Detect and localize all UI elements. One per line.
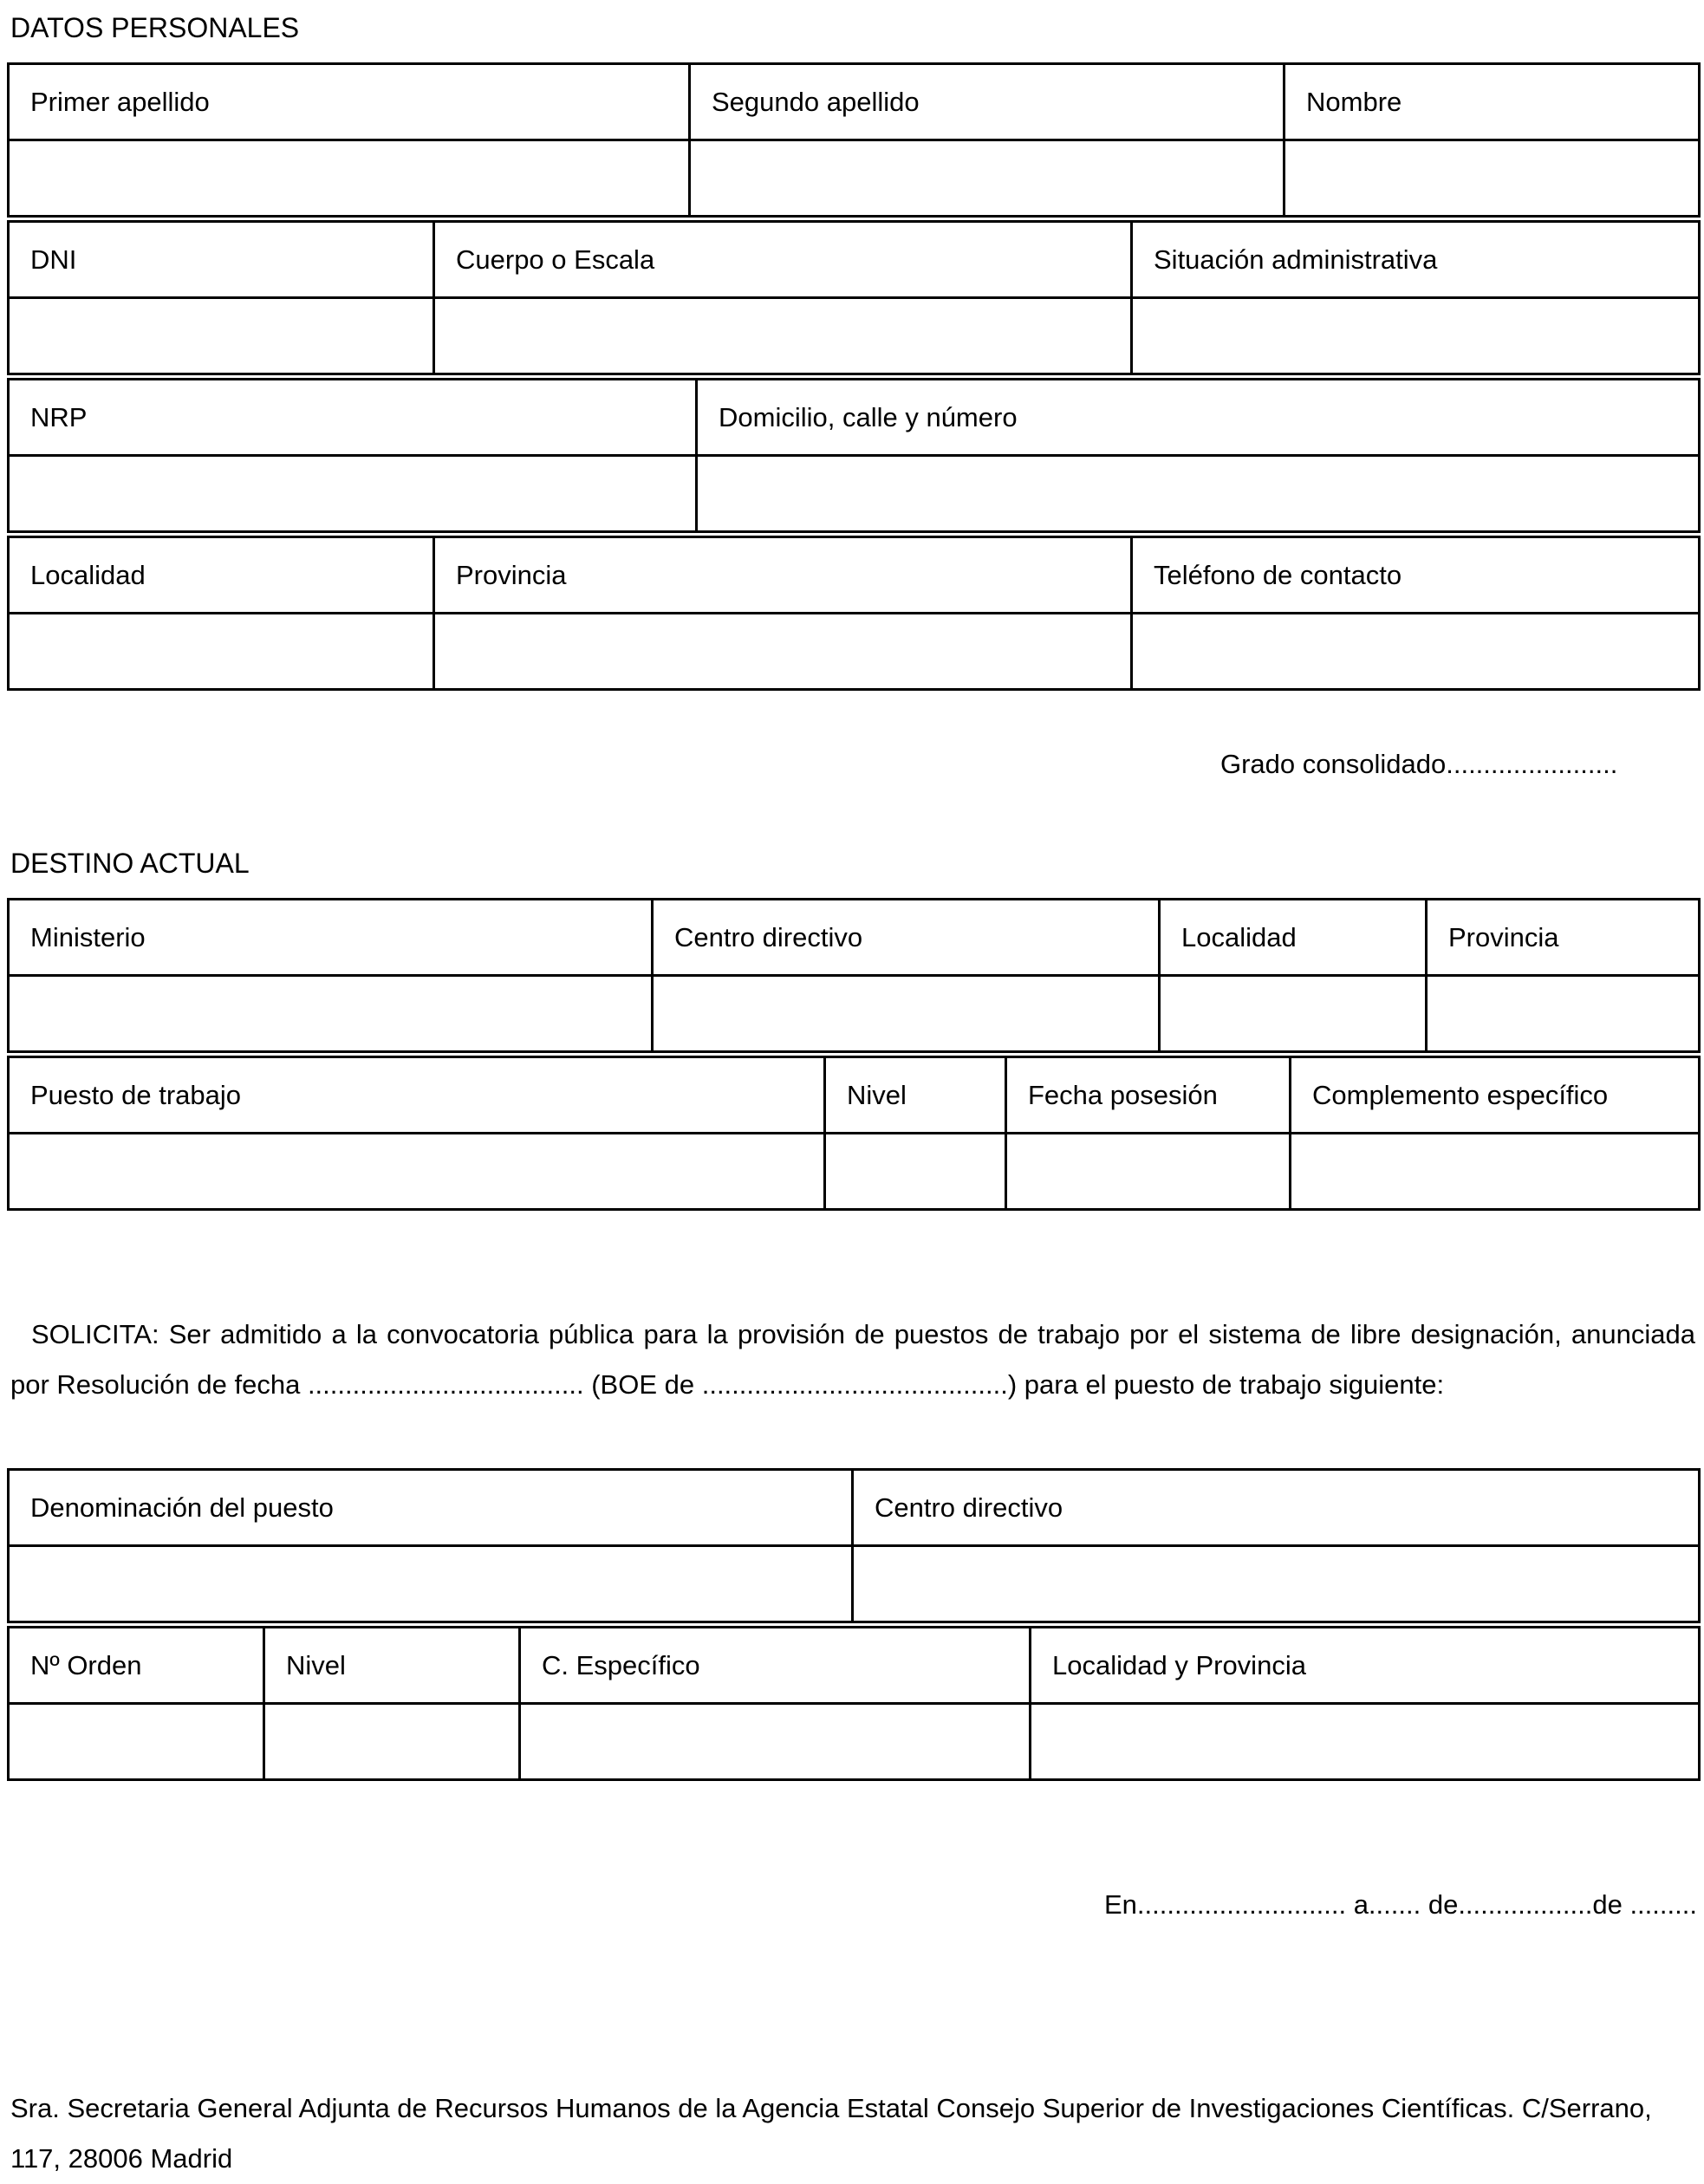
label-situacion-administrativa: Situación administrativa [1132,222,1700,298]
label-destino-provincia: Provincia [1427,900,1700,976]
field-c-especifico[interactable] [520,1704,1031,1780]
field-cuerpo-escala[interactable] [434,298,1132,374]
destino-actual-table-row2 [7,1056,1701,1211]
label-nombre: Nombre [1285,64,1700,140]
label-destino-localidad: Localidad [1160,900,1427,976]
field-puesto-nivel[interactable] [264,1704,520,1780]
grado-consolidado: Grado consolidado....................... [1220,749,1618,779]
field-fecha-posesion[interactable] [1006,1134,1291,1210]
label-ministerio: Ministerio [9,900,653,976]
field-n-orden[interactable] [9,1704,264,1780]
field-denominacion-puesto[interactable] [9,1546,853,1622]
section-title-datos-personales: DATOS PERSONALES [10,12,300,43]
field-nrp[interactable] [9,456,697,532]
field-dni[interactable] [9,298,434,374]
field-puesto-trabajo[interactable] [9,1134,825,1210]
datos-personales-table-row3 [7,378,1701,533]
section-title-destino-actual: DESTINO ACTUAL [10,848,250,879]
field-situacion-administrativa[interactable] [1132,298,1700,374]
label-primer-apellido: Primer apellido [9,64,690,140]
datos-personales-table-row4 [7,536,1701,691]
label-nivel: Nivel [825,1057,1006,1134]
field-localidad[interactable] [9,614,434,690]
label-telefono: Teléfono de contacto [1132,537,1700,614]
field-primer-apellido[interactable] [9,140,690,217]
field-telefono[interactable] [1132,614,1700,690]
label-puesto-centro-directivo: Centro directivo [853,1470,1700,1546]
label-localidad-provincia: Localidad y Provincia [1031,1628,1700,1704]
field-centro-directivo[interactable] [653,976,1160,1052]
label-segundo-apellido: Segundo apellido [690,64,1285,140]
puesto-table-row1 [7,1468,1701,1623]
fecha-lugar-line: En............................ a....... de..................de ......... [1104,1889,1697,1920]
field-ministerio[interactable] [9,976,653,1052]
label-dni: DNI [9,222,434,298]
label-localidad: Localidad [9,537,434,614]
field-destino-provincia[interactable] [1427,976,1700,1052]
label-cuerpo-escala: Cuerpo o Escala [434,222,1132,298]
label-denominacion-puesto: Denominación del puesto [9,1470,853,1546]
datos-personales-table-row2 [7,220,1701,375]
datos-personales-table-row1 [7,62,1701,218]
label-complemento-especifico: Complemento específico [1291,1057,1700,1134]
field-provincia[interactable] [434,614,1132,690]
field-segundo-apellido[interactable] [690,140,1285,217]
solicita-paragraph: SOLICITA: Ser admitido a la convocatoria pública para la provisión de puestos de trabajo por el sistema de libre designación, anunciada por Resolución de fecha ..................................... (BOE de .........................................) para el puesto de trabajo siguiente: [10,1319,1695,1400]
field-nombre[interactable] [1285,140,1700,217]
label-n-orden: Nº Orden [9,1628,264,1704]
field-domicilio[interactable] [697,456,1700,532]
field-destino-localidad[interactable] [1160,976,1427,1052]
label-centro-directivo: Centro directivo [653,900,1160,976]
label-nrp: NRP [9,380,697,456]
field-puesto-centro-directivo[interactable] [853,1546,1700,1622]
label-provincia: Provincia [434,537,1132,614]
label-c-especifico: C. Específico [520,1628,1031,1704]
field-nivel[interactable] [825,1134,1006,1210]
destinatario: Sra. Secretaria General Adjunta de Recursos Humanos de la Agencia Estatal Consejo Superior de Investigaciones Científicas. C/Serrano, 117, 28006 Madrid [10,2093,1652,2174]
puesto-table-row2 [7,1626,1701,1781]
label-puesto-trabajo: Puesto de trabajo [9,1057,825,1134]
label-puesto-nivel: Nivel [264,1628,520,1704]
label-domicilio: Domicilio, calle y número [697,380,1700,456]
field-complemento-especifico[interactable] [1291,1134,1700,1210]
field-localidad-provincia[interactable] [1031,1704,1700,1780]
destino-actual-table-row1 [7,898,1701,1053]
label-fecha-posesion: Fecha posesión [1006,1057,1291,1134]
